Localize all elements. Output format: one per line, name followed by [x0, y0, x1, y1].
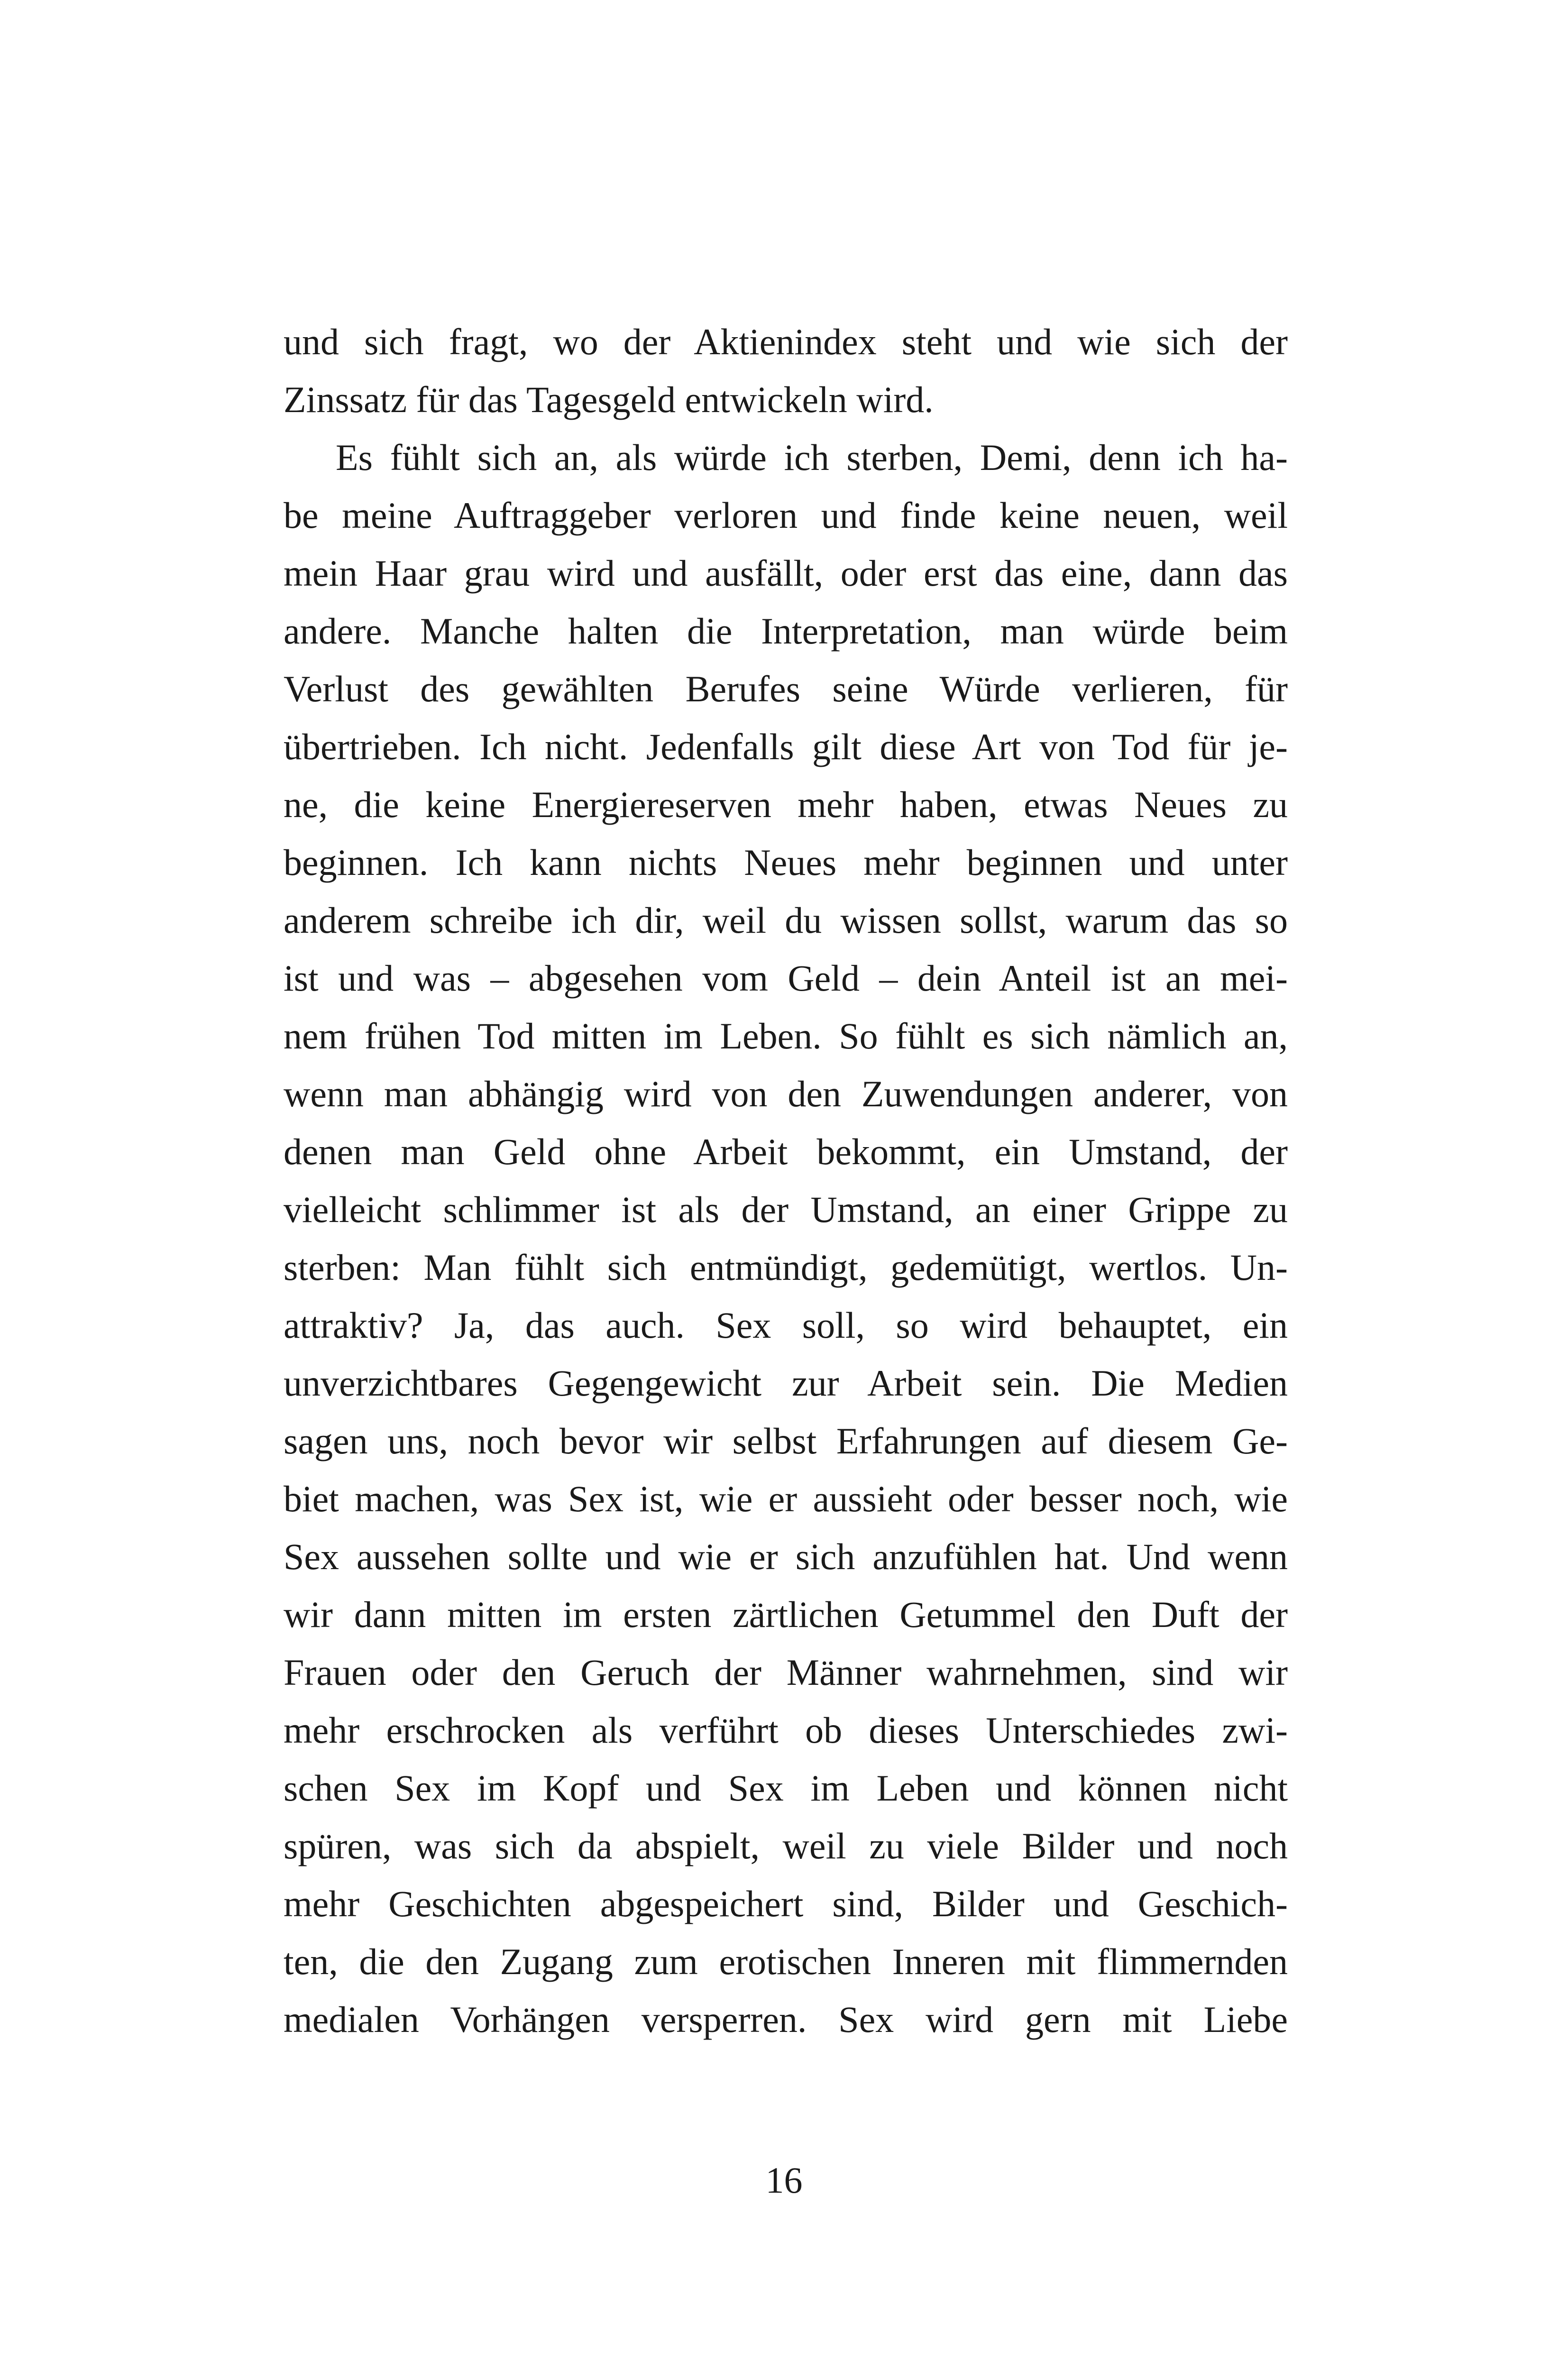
- text-line: mein Haar grau wird und ausfällt, oder erst das eine, dann das: [284, 552, 1288, 594]
- text-line: sterben: Man fühlt sich entmündigt, gedemütigt, wertlos. Un-: [284, 1247, 1288, 1288]
- text-line: spüren, was sich da abspielt, weil zu viele Bilder und noch: [284, 1825, 1288, 1866]
- text-line: nem frühen Tod mitten im Leben. So fühlt es sich nämlich an,: [284, 1015, 1288, 1057]
- text-line: denen man Geld ohne Arbeit bekommt, ein Umstand, der: [284, 1131, 1288, 1172]
- text-line: mehr Geschichten abgespeichert sind, Bilder und Geschich-: [284, 1883, 1288, 1924]
- text-line: und sich fragt, wo der Aktienindex steht und wie sich der: [284, 321, 1288, 362]
- text-line: biet machen, was Sex ist, wie er aussieht oder besser noch, wie: [284, 1478, 1288, 1519]
- text-line: Es fühlt sich an, als würde ich sterben, Demi, denn ich ha-: [336, 437, 1288, 478]
- text-line: anderem schreibe ich dir, weil du wissen sollst, warum das so: [284, 900, 1288, 941]
- text-line: attraktiv? Ja, das auch. Sex soll, so wird behauptet, ein: [284, 1305, 1288, 1346]
- text-line: ten, die den Zugang zum erotischen Inneren mit flimmernden: [284, 1941, 1288, 1982]
- text-line: schen Sex im Kopf und Sex im Leben und können nicht: [284, 1767, 1288, 1809]
- text-line: ist und was – abgesehen vom Geld – dein Anteil ist an mei-: [284, 957, 1288, 999]
- text-line: wir dann mitten im ersten zärtlichen Getummel den Duft der: [284, 1594, 1288, 1635]
- text-line: Sex aussehen sollte und wie er sich anzufühlen hat. Und wenn: [284, 1536, 1288, 1577]
- text-line: wenn man abhängig wird von den Zuwendungen anderer, von: [284, 1073, 1288, 1114]
- text-line: sagen uns, noch bevor wir selbst Erfahrungen auf diesem Ge-: [284, 1420, 1288, 1461]
- text-line: übertrieben. Ich nicht. Jedenfalls gilt diese Art von Tod für je-: [284, 726, 1288, 767]
- text-line: ne, die keine Energiereserven mehr haben, etwas Neues zu: [284, 784, 1288, 825]
- text-line: mehr erschrocken als verführt ob dieses Unterschiedes zwi-: [284, 1709, 1288, 1751]
- page-number: 16: [765, 2160, 803, 2201]
- text-line: Zinssatz für das Tagesgeld entwickeln wird.: [284, 379, 934, 420]
- body-text: [284, 313, 1288, 2049]
- text-line: medialen Vorhängen versperren. Sex wird gern mit Liebe: [284, 1999, 1288, 2040]
- text-line: be meine Auftraggeber verloren und finde keine neuen, weil: [284, 495, 1288, 536]
- text-line: beginnen. Ich kann nichts Neues mehr beginnen und unter: [284, 842, 1288, 883]
- text-line: Verlust des gewählten Berufes seine Würde verlieren, für: [284, 668, 1288, 709]
- text-line: Frauen oder den Geruch der Männer wahrnehmen, sind wir: [284, 1652, 1288, 1693]
- text-line: andere. Manche halten die Interpretation, man würde beim: [284, 610, 1288, 652]
- text-line: unverzichtbares Gegengewicht zur Arbeit sein. Die Medien: [284, 1362, 1288, 1404]
- text-line: vielleicht schlimmer ist als der Umstand, an einer Grippe zu: [284, 1189, 1288, 1230]
